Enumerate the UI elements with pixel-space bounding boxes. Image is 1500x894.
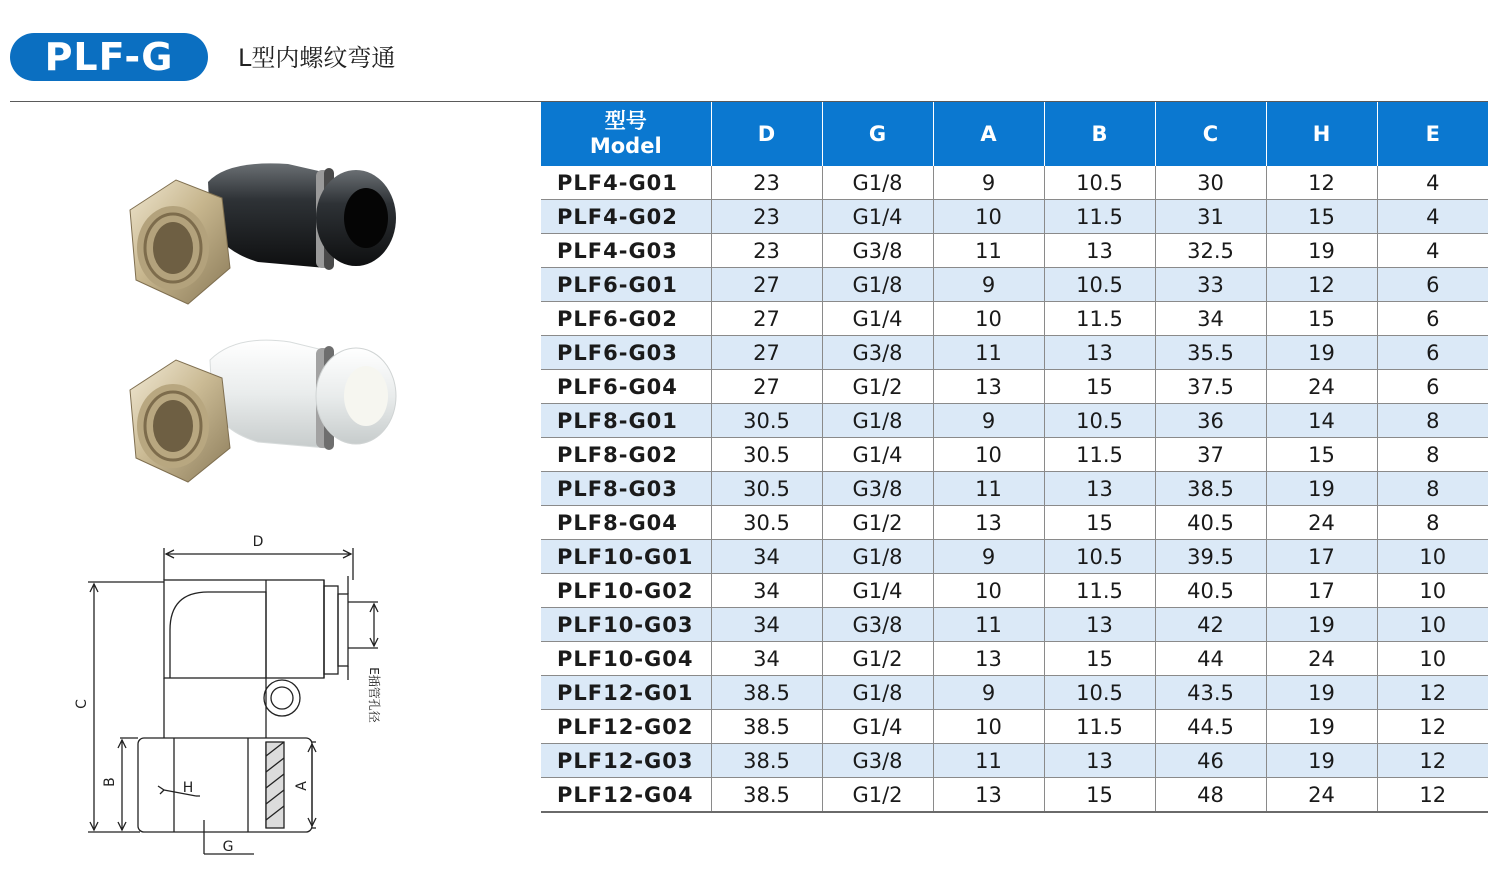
cell-d: 30.5 (711, 472, 822, 506)
table-row (541, 472, 1488, 506)
table-row (541, 744, 1488, 778)
cell-h: 24 (1266, 778, 1377, 813)
cell-d: 30.5 (711, 438, 822, 472)
cell-a: 9 (933, 540, 1044, 574)
dim-label-c: C (74, 699, 90, 709)
cell-e: 10 (1377, 642, 1488, 676)
cell-model: PLF4-G01 (541, 166, 711, 200)
table-row (541, 268, 1488, 302)
cell-g: G1/4 (822, 574, 933, 608)
model-header-cn: 型号 (604, 109, 647, 133)
cell-a: 10 (933, 200, 1044, 234)
cell-c: 46 (1155, 744, 1266, 778)
cell-h: 15 (1266, 302, 1377, 336)
cell-c: 38.5 (1155, 472, 1266, 506)
table-row (541, 540, 1488, 574)
cell-c: 30 (1155, 166, 1266, 200)
cell-a: 9 (933, 404, 1044, 438)
cell-d: 23 (711, 234, 822, 268)
cell-a: 10 (933, 710, 1044, 744)
cell-e: 8 (1377, 404, 1488, 438)
table-row (541, 574, 1488, 608)
cell-model: PLF12-G04 (541, 778, 711, 813)
cell-b: 15 (1044, 370, 1155, 404)
cell-d: 30.5 (711, 506, 822, 540)
cell-g: G1/4 (822, 710, 933, 744)
cell-g: G1/4 (822, 438, 933, 472)
cell-d: 27 (711, 302, 822, 336)
cell-model: PLF8-G02 (541, 438, 711, 472)
cell-g: G1/2 (822, 506, 933, 540)
cell-c: 35.5 (1155, 336, 1266, 370)
cell-model: PLF8-G03 (541, 472, 711, 506)
cell-b: 10.5 (1044, 540, 1155, 574)
cell-e: 12 (1377, 676, 1488, 710)
cell-a: 10 (933, 574, 1044, 608)
cell-a: 10 (933, 302, 1044, 336)
cell-g: G1/8 (822, 676, 933, 710)
cell-c: 36 (1155, 404, 1266, 438)
table-row (541, 778, 1488, 813)
cell-b: 11.5 (1044, 302, 1155, 336)
cell-c: 44 (1155, 642, 1266, 676)
cell-c: 48 (1155, 778, 1266, 813)
cell-e: 12 (1377, 778, 1488, 813)
cell-model: PLF6-G02 (541, 302, 711, 336)
cell-c: 37.5 (1155, 370, 1266, 404)
column-header-e: E (1377, 102, 1488, 166)
column-header-g: G (822, 102, 933, 166)
dim-label-h: H (182, 780, 194, 796)
cell-d: 27 (711, 268, 822, 302)
column-header-d: D (711, 102, 822, 166)
column-header-a: A (933, 102, 1044, 166)
cell-a: 11 (933, 472, 1044, 506)
cell-d: 38.5 (711, 710, 822, 744)
cell-c: 42 (1155, 608, 1266, 642)
cell-a: 11 (933, 234, 1044, 268)
cell-d: 34 (711, 574, 822, 608)
table-row (541, 506, 1488, 540)
table-row (541, 166, 1488, 200)
cell-d: 34 (711, 642, 822, 676)
cell-model: PLF8-G01 (541, 404, 711, 438)
cell-b: 10.5 (1044, 268, 1155, 302)
cell-h: 24 (1266, 642, 1377, 676)
cell-c: 37 (1155, 438, 1266, 472)
dim-label-e: E插管孔径 (367, 667, 381, 723)
cell-b: 11.5 (1044, 574, 1155, 608)
cell-d: 30.5 (711, 404, 822, 438)
table-row (541, 710, 1488, 744)
cell-c: 33 (1155, 268, 1266, 302)
cell-g: G3/8 (822, 234, 933, 268)
cell-c: 40.5 (1155, 506, 1266, 540)
dim-label-b: B (102, 777, 118, 787)
cell-b: 11.5 (1044, 438, 1155, 472)
cell-e: 4 (1377, 234, 1488, 268)
table-row (541, 336, 1488, 370)
column-header-h: H (1266, 102, 1377, 166)
cell-a: 9 (933, 676, 1044, 710)
cell-a: 13 (933, 778, 1044, 813)
cell-model: PLF12-G01 (541, 676, 711, 710)
cell-b: 15 (1044, 642, 1155, 676)
cell-h: 19 (1266, 710, 1377, 744)
cell-e: 10 (1377, 574, 1488, 608)
table-body (541, 166, 1488, 812)
dimension-drawing (60, 520, 420, 880)
cell-b: 10.5 (1044, 676, 1155, 710)
cell-c: 39.5 (1155, 540, 1266, 574)
cell-b: 13 (1044, 234, 1155, 268)
cell-e: 6 (1377, 370, 1488, 404)
cell-b: 11.5 (1044, 710, 1155, 744)
table-row (541, 608, 1488, 642)
cell-g: G1/8 (822, 268, 933, 302)
cell-a: 9 (933, 268, 1044, 302)
cell-e: 10 (1377, 608, 1488, 642)
cell-d: 27 (711, 370, 822, 404)
cell-a: 13 (933, 370, 1044, 404)
cell-e: 8 (1377, 506, 1488, 540)
cell-model: PLF12-G03 (541, 744, 711, 778)
cell-d: 38.5 (711, 744, 822, 778)
cell-h: 24 (1266, 506, 1377, 540)
cell-b: 13 (1044, 744, 1155, 778)
cell-e: 10 (1377, 540, 1488, 574)
cell-g: G3/8 (822, 744, 933, 778)
cell-d: 34 (711, 540, 822, 574)
cell-g: G3/8 (822, 472, 933, 506)
cell-h: 12 (1266, 166, 1377, 200)
cell-h: 15 (1266, 438, 1377, 472)
dim-label-d: D (252, 534, 264, 550)
cell-g: G1/8 (822, 540, 933, 574)
black-elbow-fitting-image (118, 150, 408, 320)
cell-d: 38.5 (711, 778, 822, 813)
cell-d: 34 (711, 608, 822, 642)
cell-a: 10 (933, 438, 1044, 472)
cell-g: G1/8 (822, 166, 933, 200)
cell-e: 12 (1377, 744, 1488, 778)
cell-h: 15 (1266, 200, 1377, 234)
cell-model: PLF8-G04 (541, 506, 711, 540)
cell-c: 44.5 (1155, 710, 1266, 744)
cell-h: 12 (1266, 268, 1377, 302)
cell-b: 10.5 (1044, 404, 1155, 438)
cell-c: 31 (1155, 200, 1266, 234)
cell-model: PLF6-G04 (541, 370, 711, 404)
column-header-c: C (1155, 102, 1266, 166)
table-header-row (541, 102, 1488, 166)
cell-a: 11 (933, 608, 1044, 642)
cell-h: 19 (1266, 676, 1377, 710)
cell-model: PLF12-G02 (541, 710, 711, 744)
table-row (541, 200, 1488, 234)
cell-a: 13 (933, 642, 1044, 676)
cell-h: 24 (1266, 370, 1377, 404)
model-column-header (541, 102, 711, 166)
cell-b: 15 (1044, 506, 1155, 540)
cell-c: 34 (1155, 302, 1266, 336)
product-subtitle: L型内螺纹弯通 (238, 44, 396, 72)
white-elbow-fitting-image (118, 330, 408, 495)
cell-model: PLF10-G03 (541, 608, 711, 642)
dim-label-g: G (222, 839, 234, 855)
table-row (541, 234, 1488, 268)
cell-e: 6 (1377, 268, 1488, 302)
cell-g: G1/4 (822, 302, 933, 336)
cell-e: 6 (1377, 302, 1488, 336)
cell-g: G3/8 (822, 608, 933, 642)
cell-d: 23 (711, 166, 822, 200)
cell-e: 8 (1377, 472, 1488, 506)
cell-c: 40.5 (1155, 574, 1266, 608)
cell-e: 4 (1377, 200, 1488, 234)
cell-d: 38.5 (711, 676, 822, 710)
cell-a: 13 (933, 506, 1044, 540)
table-row (541, 676, 1488, 710)
cell-b: 10.5 (1044, 166, 1155, 200)
cell-e: 6 (1377, 336, 1488, 370)
cell-a: 11 (933, 744, 1044, 778)
column-header-b: B (1044, 102, 1155, 166)
cell-e: 4 (1377, 166, 1488, 200)
cell-h: 19 (1266, 608, 1377, 642)
cell-model: PLF4-G02 (541, 200, 711, 234)
cell-b: 13 (1044, 608, 1155, 642)
cell-h: 14 (1266, 404, 1377, 438)
cell-b: 13 (1044, 336, 1155, 370)
cell-a: 11 (933, 336, 1044, 370)
specification-table (541, 102, 1488, 813)
cell-a: 9 (933, 166, 1044, 200)
cell-g: G3/8 (822, 336, 933, 370)
cell-c: 32.5 (1155, 234, 1266, 268)
cell-model: PLF6-G01 (541, 268, 711, 302)
cell-model: PLF10-G04 (541, 642, 711, 676)
cell-e: 8 (1377, 438, 1488, 472)
cell-g: G1/2 (822, 370, 933, 404)
cell-h: 19 (1266, 336, 1377, 370)
model-header-en: Model (589, 134, 662, 158)
cell-g: G1/4 (822, 200, 933, 234)
cell-model: PLF10-G02 (541, 574, 711, 608)
cell-g: G1/2 (822, 642, 933, 676)
cell-h: 19 (1266, 744, 1377, 778)
cell-h: 17 (1266, 540, 1377, 574)
cell-h: 19 (1266, 234, 1377, 268)
cell-g: G1/2 (822, 778, 933, 813)
cell-d: 27 (711, 336, 822, 370)
cell-model: PLF4-G03 (541, 234, 711, 268)
cell-d: 23 (711, 200, 822, 234)
cell-b: 13 (1044, 472, 1155, 506)
cell-b: 11.5 (1044, 200, 1155, 234)
table-row (541, 642, 1488, 676)
table-row (541, 438, 1488, 472)
cell-g: G1/8 (822, 404, 933, 438)
cell-h: 17 (1266, 574, 1377, 608)
cell-model: PLF6-G03 (541, 336, 711, 370)
cell-c: 43.5 (1155, 676, 1266, 710)
cell-b: 15 (1044, 778, 1155, 813)
cell-e: 12 (1377, 710, 1488, 744)
model-series-badge: PLF-G (10, 33, 208, 81)
table-row (541, 404, 1488, 438)
table-row (541, 370, 1488, 404)
cell-model: PLF10-G01 (541, 540, 711, 574)
cell-h: 19 (1266, 472, 1377, 506)
table-row (541, 302, 1488, 336)
dim-label-a: A (294, 781, 310, 791)
